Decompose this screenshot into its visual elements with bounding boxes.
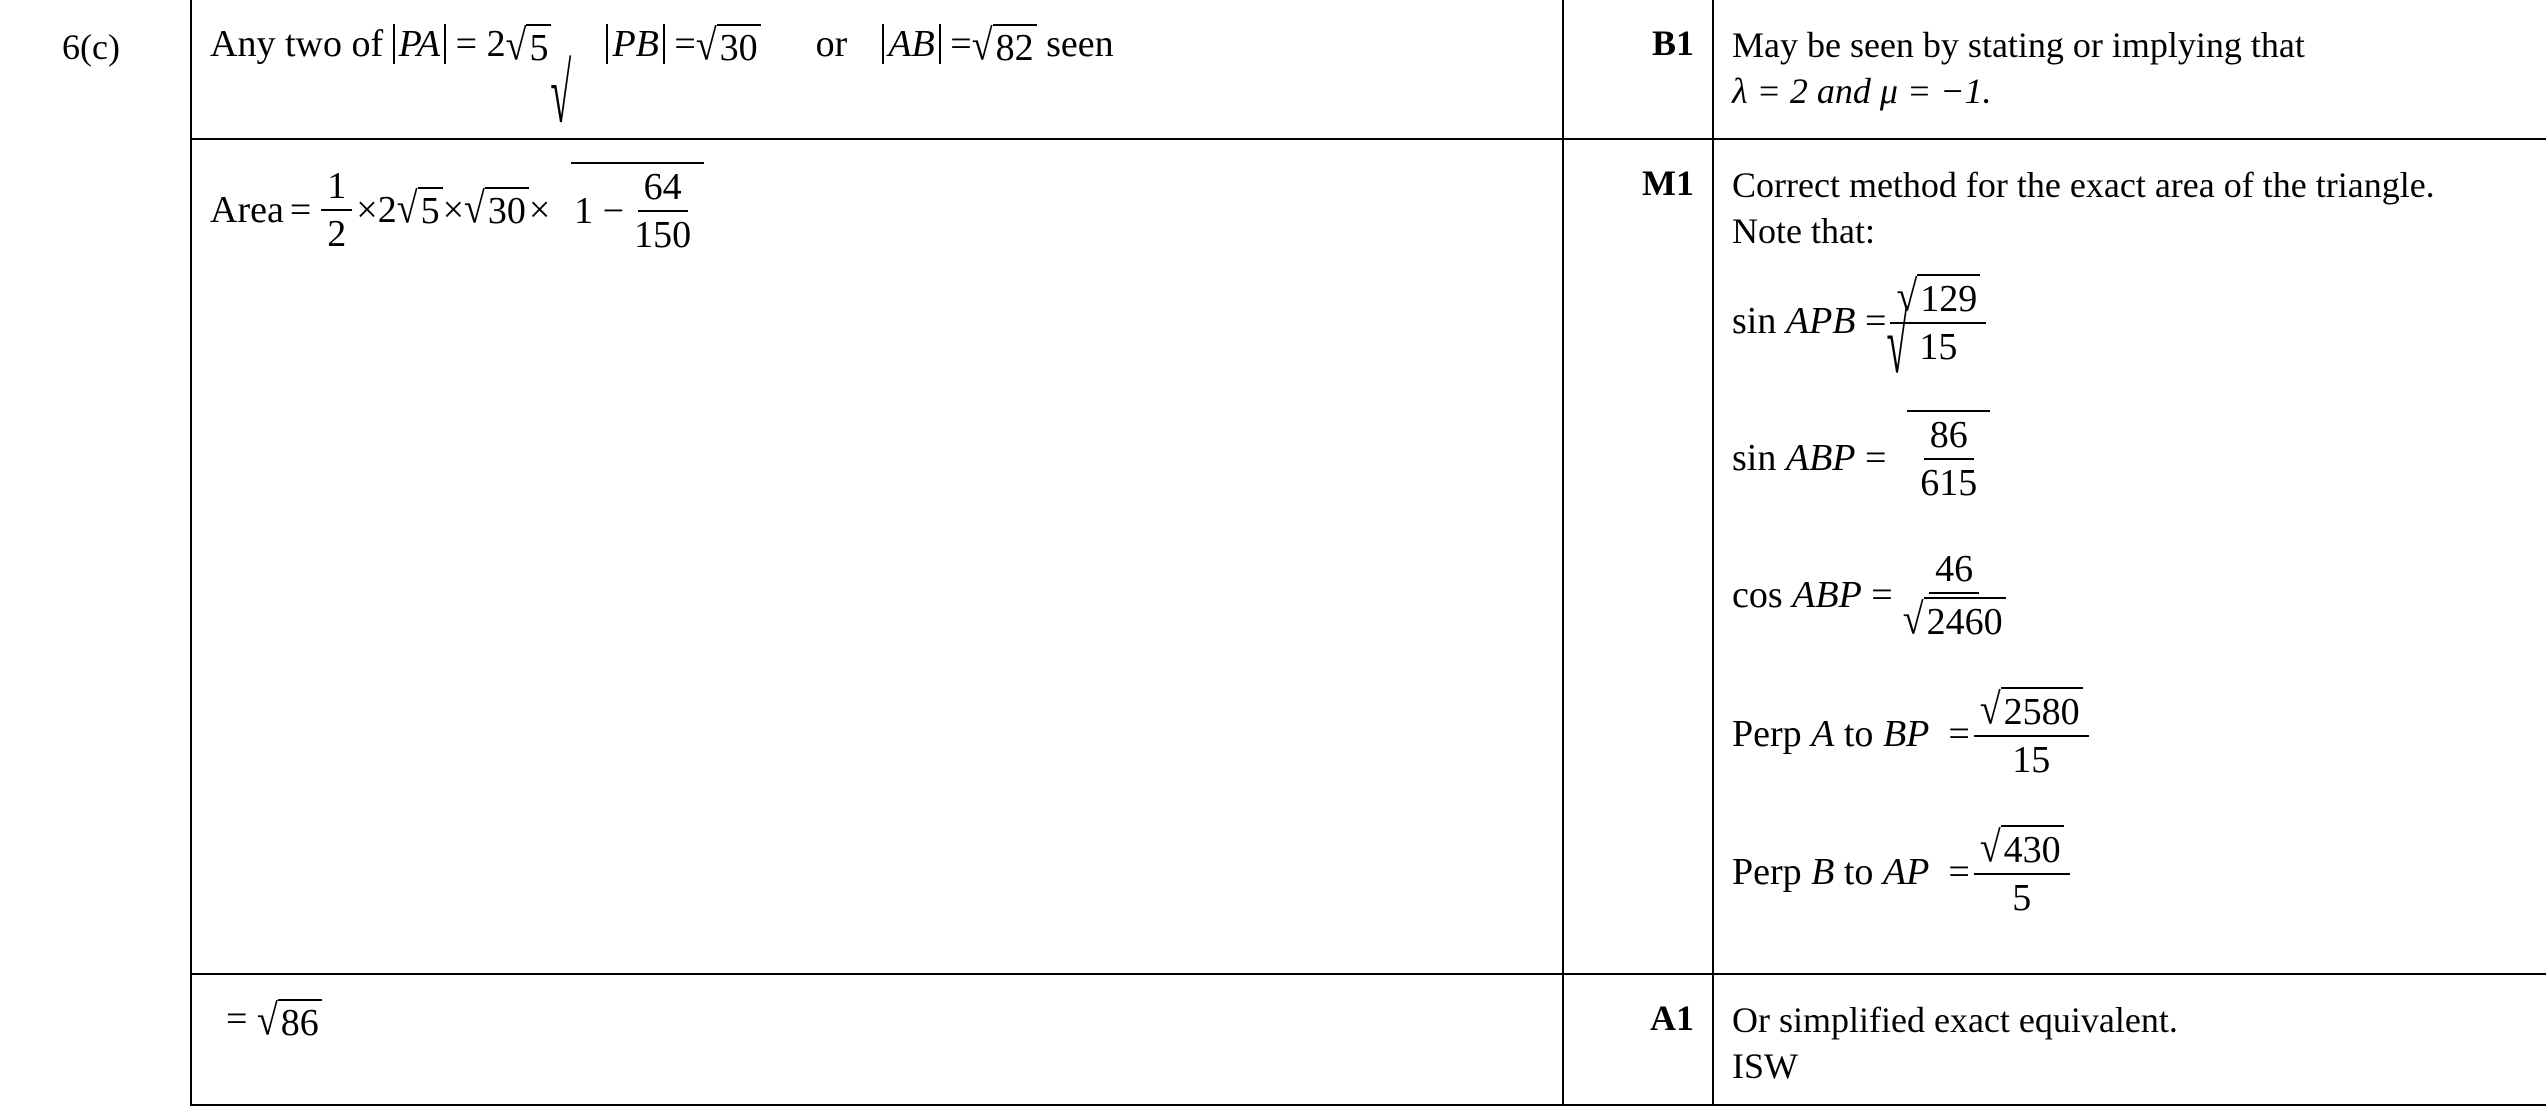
abs-ab: AB — [882, 24, 940, 64]
guidance-line: Note that: — [1732, 211, 1875, 251]
text-prefix: Any two of — [210, 23, 384, 65]
sqrt-big: √ 1 − $\frac{64}{150}$ — [550, 162, 704, 258]
sqrt-30: √ 30 — [464, 187, 529, 233]
text-or: or — [815, 23, 848, 65]
guidance-cell — [1714, 140, 2546, 973]
fraction-half: $\frac{1}{2}$ — [321, 163, 352, 257]
abs-pa: PA — [393, 24, 447, 64]
working-line — [210, 21, 1114, 71]
table-row — [190, 975, 2546, 1106]
perp-b-to-ap: Perp B to AP = √ 430 5 — [1732, 823, 2546, 921]
area-formula: Area = $\frac{1}{2}$ × 2 √ 5 × √ 30 × √ 1 − $\frac{64}{150}$ — [210, 162, 1562, 258]
guidance-cell — [1714, 975, 2546, 1104]
question-number: 6(c) — [62, 27, 120, 67]
area-label: Area — [210, 189, 284, 231]
mark-cell: M1 — [1564, 140, 1714, 973]
eq: = 2 — [455, 23, 506, 65]
sin-apb: sin APB = √ 129 15 — [1732, 272, 2546, 370]
answer: = √ 86 — [226, 998, 322, 1040]
sqrt-82: √ 82 — [972, 24, 1037, 70]
abs-pb: PB — [606, 24, 664, 64]
guidance-line: May be seen by stating or implying that — [1732, 25, 2305, 65]
working-cell — [192, 975, 1564, 1104]
eq: = — [674, 23, 696, 65]
eq: = — [950, 23, 972, 65]
guidance-line: λ = 2 and μ = −1. — [1732, 71, 1992, 111]
sqrt-5: √ 5 — [506, 24, 552, 70]
sqrt-5: √ 5 — [397, 187, 443, 233]
guidance-cell — [1714, 0, 2546, 138]
sqrt-30: √ 30 — [696, 24, 761, 70]
markscheme-table — [190, 0, 2546, 1106]
guidance-line: Or simplified exact equivalent. — [1732, 1000, 2178, 1040]
table-row — [190, 0, 2546, 140]
working-cell — [192, 0, 1564, 138]
working-cell — [192, 48, 1564, 973]
mark-cell: A1 — [1564, 975, 1714, 1104]
guidance-line: Correct method for the exact area of the triangle. — [1732, 165, 2435, 205]
sin-abp: sin ABP = √ $\frac{86}{615}$ — [1732, 410, 2546, 506]
mark-cell: B1 — [1564, 0, 1714, 138]
text-suffix: seen — [1046, 23, 1114, 65]
perp-a-to-bp: Perp A to BP = √ 2580 15 — [1732, 685, 2546, 783]
guidance-line: ISW — [1732, 1046, 1798, 1086]
cos-abp: cos ABP = 46 √ 2460 — [1732, 546, 2546, 644]
